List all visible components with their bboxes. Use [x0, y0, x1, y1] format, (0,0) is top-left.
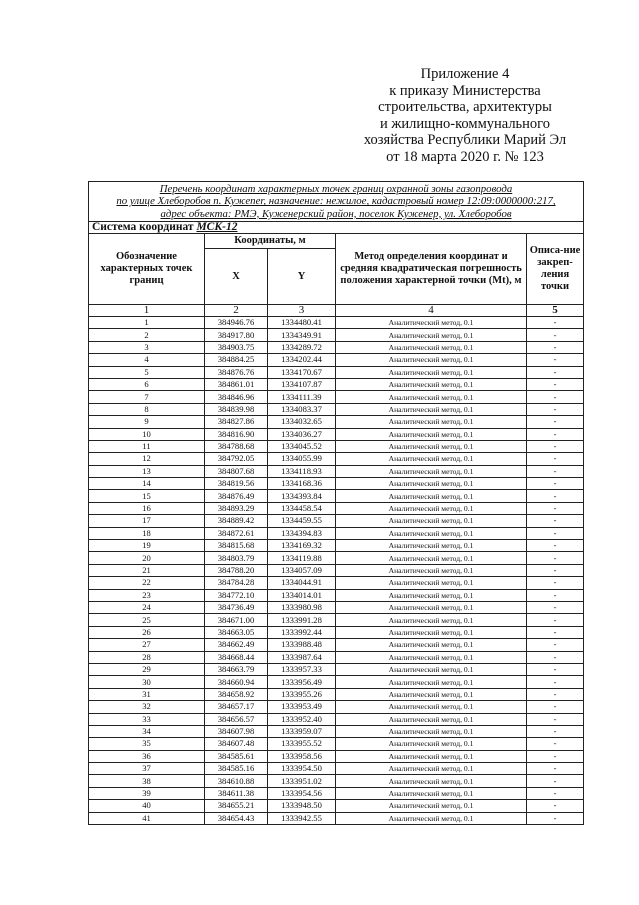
- table-row: [89, 341, 584, 353]
- point-id-cell: 13: [89, 465, 205, 477]
- y-cell: 1333988.48: [268, 639, 336, 651]
- x-cell: 384663.05: [205, 626, 268, 638]
- method-cell: Аналитический метод, 0.1: [336, 416, 527, 428]
- point-id-cell: 22: [89, 577, 205, 589]
- description-cell: -: [527, 626, 584, 638]
- table-row: [89, 812, 584, 824]
- point-id-cell: 17: [89, 515, 205, 527]
- y-cell: 1333955.26: [268, 688, 336, 700]
- coordinates-table: [88, 181, 584, 825]
- x-cell: 384788.68: [205, 440, 268, 452]
- method-cell: Аналитический метод, 0.1: [336, 329, 527, 341]
- column-number: 2: [205, 305, 268, 317]
- y-cell: 1334458.54: [268, 502, 336, 514]
- table-row: [89, 329, 584, 341]
- table-row: [89, 626, 584, 638]
- header-description: Описа-ние закреп-ления точки: [527, 234, 584, 305]
- x-cell: 384611.38: [205, 787, 268, 799]
- description-cell: -: [527, 416, 584, 428]
- point-id-cell: 34: [89, 725, 205, 737]
- point-id-cell: 9: [89, 416, 205, 428]
- y-cell: 1333958.56: [268, 750, 336, 762]
- method-cell: Аналитический метод, 0.1: [336, 639, 527, 651]
- point-id-cell: 8: [89, 403, 205, 415]
- x-cell: 384893.29: [205, 502, 268, 514]
- point-id-cell: 27: [89, 639, 205, 651]
- method-cell: Аналитический метод, 0.1: [336, 787, 527, 799]
- point-id-cell: 24: [89, 601, 205, 613]
- description-cell: -: [527, 465, 584, 477]
- y-cell: 1333951.02: [268, 775, 336, 787]
- y-cell: 1333952.40: [268, 713, 336, 725]
- description-cell: -: [527, 552, 584, 564]
- x-cell: 384658.92: [205, 688, 268, 700]
- point-id-cell: 35: [89, 738, 205, 750]
- x-cell: 384815.68: [205, 540, 268, 552]
- point-id-cell: 40: [89, 800, 205, 812]
- x-cell: 384662.49: [205, 639, 268, 651]
- y-cell: 1333957.33: [268, 663, 336, 675]
- x-cell: 384819.56: [205, 478, 268, 490]
- table-row: [89, 701, 584, 713]
- y-cell: 1334118.93: [268, 465, 336, 477]
- point-id-cell: 31: [89, 688, 205, 700]
- method-cell: Аналитический метод, 0.1: [336, 589, 527, 601]
- y-cell: 1334393.84: [268, 490, 336, 502]
- y-cell: 1333992.44: [268, 626, 336, 638]
- table-row: [89, 354, 584, 366]
- y-cell: 1333954.56: [268, 787, 336, 799]
- description-cell: -: [527, 440, 584, 452]
- y-cell: 1334044.91: [268, 577, 336, 589]
- description-cell: -: [527, 651, 584, 663]
- method-cell: Аналитический метод, 0.1: [336, 626, 527, 638]
- description-cell: -: [527, 515, 584, 527]
- y-cell: 1334169.32: [268, 540, 336, 552]
- table-row: [89, 800, 584, 812]
- x-cell: 384816.90: [205, 428, 268, 440]
- method-cell: Аналитический метод, 0.1: [336, 725, 527, 737]
- table-row: [89, 527, 584, 539]
- method-cell: Аналитический метод, 0.1: [336, 490, 527, 502]
- point-id-cell: 10: [89, 428, 205, 440]
- x-cell: 384946.76: [205, 317, 268, 329]
- x-cell: 384872.61: [205, 527, 268, 539]
- method-cell: Аналитический метод, 0.1: [336, 453, 527, 465]
- point-id-cell: 18: [89, 527, 205, 539]
- table-row: [89, 478, 584, 490]
- point-id-cell: 15: [89, 490, 205, 502]
- x-cell: 384903.75: [205, 341, 268, 353]
- point-id-cell: 5: [89, 366, 205, 378]
- method-cell: Аналитический метод, 0.1: [336, 750, 527, 762]
- table-row: [89, 440, 584, 452]
- x-cell: 384736.49: [205, 601, 268, 613]
- method-cell: Аналитический метод, 0.1: [336, 366, 527, 378]
- appendix-line: строительства, архитектуры: [378, 99, 552, 115]
- description-cell: -: [527, 391, 584, 403]
- description-cell: -: [527, 713, 584, 725]
- description-cell: -: [527, 564, 584, 576]
- x-cell: 384792.05: [205, 453, 268, 465]
- table-row: [89, 403, 584, 415]
- x-cell: 384607.98: [205, 725, 268, 737]
- point-id-cell: 6: [89, 378, 205, 390]
- table-row: [89, 564, 584, 576]
- x-cell: 384807.68: [205, 465, 268, 477]
- table-row: [89, 502, 584, 514]
- description-cell: -: [527, 763, 584, 775]
- description-cell: -: [527, 688, 584, 700]
- y-cell: 1334111.39: [268, 391, 336, 403]
- x-cell: 384803.79: [205, 552, 268, 564]
- method-cell: Аналитический метод, 0.1: [336, 763, 527, 775]
- x-cell: 384585.61: [205, 750, 268, 762]
- column-number: 1: [89, 305, 205, 317]
- point-id-cell: 3: [89, 341, 205, 353]
- method-cell: Аналитический метод, 0.1: [336, 800, 527, 812]
- coordinate-system: [89, 222, 584, 234]
- method-cell: Аналитический метод, 0.1: [336, 428, 527, 440]
- y-cell: 1333955.52: [268, 738, 336, 750]
- description-cell: -: [527, 490, 584, 502]
- description-cell: -: [527, 639, 584, 651]
- method-cell: Аналитический метод, 0.1: [336, 354, 527, 366]
- point-id-cell: 20: [89, 552, 205, 564]
- method-cell: Аналитический метод, 0.1: [336, 775, 527, 787]
- point-id-cell: 16: [89, 502, 205, 514]
- y-cell: 1334057.09: [268, 564, 336, 576]
- table-row: [89, 639, 584, 651]
- y-cell: 1333987.64: [268, 651, 336, 663]
- point-id-cell: 14: [89, 478, 205, 490]
- header-y: Y: [268, 249, 336, 305]
- description-cell: -: [527, 478, 584, 490]
- y-cell: 1334289.72: [268, 341, 336, 353]
- method-cell: Аналитический метод, 0.1: [336, 614, 527, 626]
- description-cell: -: [527, 329, 584, 341]
- x-cell: 384610.88: [205, 775, 268, 787]
- y-cell: 1334032.65: [268, 416, 336, 428]
- appendix-line: и жилищно-коммунального: [379, 115, 551, 132]
- point-id-cell: 29: [89, 663, 205, 675]
- x-cell: 384668.44: [205, 651, 268, 663]
- point-id-cell: 38: [89, 775, 205, 787]
- y-cell: 1333942.55: [268, 812, 336, 824]
- description-cell: -: [527, 725, 584, 737]
- method-cell: Аналитический метод, 0.1: [336, 317, 527, 329]
- y-cell: 1334045.52: [268, 440, 336, 452]
- x-cell: 384655.21: [205, 800, 268, 812]
- table-row: [89, 663, 584, 675]
- method-cell: Аналитический метод, 0.1: [336, 378, 527, 390]
- description-cell: -: [527, 787, 584, 799]
- appendix-line: хозяйства Республики Марий Эл: [363, 132, 567, 148]
- table-row: [89, 416, 584, 428]
- description-cell: -: [527, 527, 584, 539]
- point-id-cell: 11: [89, 440, 205, 452]
- table-row: [89, 725, 584, 737]
- x-cell: 384772.10: [205, 589, 268, 601]
- column-number: 5: [527, 305, 584, 317]
- description-cell: -: [527, 614, 584, 626]
- method-cell: Аналитический метод, 0.1: [336, 502, 527, 514]
- table-row: [89, 317, 584, 329]
- description-cell: -: [527, 589, 584, 601]
- point-id-cell: 37: [89, 763, 205, 775]
- y-cell: 1334168.36: [268, 478, 336, 490]
- method-cell: Аналитический метод, 0.1: [336, 391, 527, 403]
- point-id-cell: 4: [89, 354, 205, 366]
- description-cell: -: [527, 800, 584, 812]
- description-cell: -: [527, 354, 584, 366]
- method-cell: Аналитический метод, 0.1: [336, 651, 527, 663]
- description-cell: -: [527, 378, 584, 390]
- point-id-cell: 36: [89, 750, 205, 762]
- point-id-cell: 26: [89, 626, 205, 638]
- x-cell: 384788.20: [205, 564, 268, 576]
- point-id-cell: 23: [89, 589, 205, 601]
- point-id-cell: 1: [89, 317, 205, 329]
- x-cell: 384889.42: [205, 515, 268, 527]
- description-cell: -: [527, 366, 584, 378]
- y-cell: 1334055.99: [268, 453, 336, 465]
- x-cell: 384671.00: [205, 614, 268, 626]
- description-cell: -: [527, 317, 584, 329]
- method-cell: Аналитический метод, 0.1: [336, 552, 527, 564]
- table-row: [89, 540, 584, 552]
- table-row: [89, 428, 584, 440]
- table-row: [89, 453, 584, 465]
- description-cell: -: [527, 502, 584, 514]
- description-cell: -: [527, 577, 584, 589]
- description-cell: -: [527, 738, 584, 750]
- point-id-cell: 39: [89, 787, 205, 799]
- method-cell: Аналитический метод, 0.1: [336, 738, 527, 750]
- x-cell: 384876.49: [205, 490, 268, 502]
- header-method: Метод определения координат и средняя квадратическая погрешность положения характерной точки (Mt), м: [336, 234, 527, 305]
- method-cell: Аналитический метод, 0.1: [336, 701, 527, 713]
- point-id-cell: 12: [89, 453, 205, 465]
- point-id-cell: 7: [89, 391, 205, 403]
- method-cell: Аналитический метод, 0.1: [336, 515, 527, 527]
- y-cell: 1334349.91: [268, 329, 336, 341]
- y-cell: 1333954.50: [268, 763, 336, 775]
- table-row: [89, 378, 584, 390]
- point-id-cell: 33: [89, 713, 205, 725]
- x-cell: 384660.94: [205, 676, 268, 688]
- method-cell: Аналитический метод, 0.1: [336, 478, 527, 490]
- appendix-header: [330, 66, 600, 165]
- y-cell: 1334107.87: [268, 378, 336, 390]
- x-cell: 384585.16: [205, 763, 268, 775]
- table-row: [89, 787, 584, 799]
- table-row: [89, 738, 584, 750]
- column-number: 3: [268, 305, 336, 317]
- method-cell: Аналитический метод, 0.1: [336, 465, 527, 477]
- table-row: [89, 775, 584, 787]
- method-cell: Аналитический метод, 0.1: [336, 577, 527, 589]
- x-cell: 384784.28: [205, 577, 268, 589]
- description-cell: -: [527, 428, 584, 440]
- table-row: [89, 763, 584, 775]
- method-cell: Аналитический метод, 0.1: [336, 676, 527, 688]
- y-cell: 1334014.01: [268, 589, 336, 601]
- table-row: [89, 391, 584, 403]
- y-cell: 1334480.41: [268, 317, 336, 329]
- method-cell: Аналитический метод, 0.1: [336, 688, 527, 700]
- y-cell: 1333956.49: [268, 676, 336, 688]
- y-cell: 1334119.88: [268, 552, 336, 564]
- table-row: [89, 552, 584, 564]
- y-cell: 1333991.28: [268, 614, 336, 626]
- x-cell: 384607.48: [205, 738, 268, 750]
- description-cell: -: [527, 676, 584, 688]
- x-cell: 384861.01: [205, 378, 268, 390]
- header-point: Обозначение характерных точек границ: [89, 234, 205, 305]
- method-cell: Аналитический метод, 0.1: [336, 663, 527, 675]
- y-cell: 1334394.83: [268, 527, 336, 539]
- header-coords: Координаты, м: [205, 234, 336, 249]
- table-row: [89, 713, 584, 725]
- point-id-cell: 21: [89, 564, 205, 576]
- method-cell: Аналитический метод, 0.1: [336, 403, 527, 415]
- coordinate-system-label: Система координат: [92, 221, 194, 233]
- table-row: [89, 589, 584, 601]
- y-cell: 1334083.37: [268, 403, 336, 415]
- y-cell: 1333959.07: [268, 725, 336, 737]
- point-id-cell: 41: [89, 812, 205, 824]
- table-row: [89, 465, 584, 477]
- header-x: X: [205, 249, 268, 305]
- column-number-row: [89, 305, 584, 317]
- point-id-cell: 28: [89, 651, 205, 663]
- table-row: [89, 614, 584, 626]
- description-cell: -: [527, 750, 584, 762]
- column-number: 4: [336, 305, 527, 317]
- y-cell: 1334170.67: [268, 366, 336, 378]
- y-cell: 1333948.50: [268, 800, 336, 812]
- method-cell: Аналитический метод, 0.1: [336, 341, 527, 353]
- y-cell: 1334202.44: [268, 354, 336, 366]
- x-cell: 384656.57: [205, 713, 268, 725]
- table-row: [89, 366, 584, 378]
- table-row: [89, 750, 584, 762]
- method-cell: Аналитический метод, 0.1: [336, 601, 527, 613]
- description-cell: -: [527, 775, 584, 787]
- point-id-cell: 2: [89, 329, 205, 341]
- description-cell: -: [527, 453, 584, 465]
- method-cell: Аналитический метод, 0.1: [336, 713, 527, 725]
- description-cell: -: [527, 663, 584, 675]
- description-cell: -: [527, 701, 584, 713]
- point-id-cell: 25: [89, 614, 205, 626]
- x-cell: 384846.96: [205, 391, 268, 403]
- appendix-line: к приказу Министерства: [389, 82, 541, 99]
- x-cell: 384839.98: [205, 403, 268, 415]
- table-row: [89, 688, 584, 700]
- method-cell: Аналитический метод, 0.1: [336, 527, 527, 539]
- method-cell: Аналитический метод, 0.1: [336, 440, 527, 452]
- table-title-line: Перечень координат характерных точек границ охранной зоны газопровода: [159, 182, 513, 195]
- description-cell: -: [527, 812, 584, 824]
- x-cell: 384657.17: [205, 701, 268, 713]
- table-title-line: по улице Хлеборобов п. Кужener, назначение: нежилое, кадастровый номер 12:09:0000000:217,: [116, 195, 556, 208]
- description-cell: -: [527, 341, 584, 353]
- appendix-line: Приложение 4: [420, 66, 510, 82]
- description-cell: -: [527, 601, 584, 613]
- y-cell: 1333980.98: [268, 601, 336, 613]
- table-row: [89, 676, 584, 688]
- y-cell: 1333953.49: [268, 701, 336, 713]
- table-row: [89, 515, 584, 527]
- appendix-line: от 18 марта 2020 г. № 123: [386, 148, 544, 165]
- table-title: [89, 182, 584, 222]
- description-cell: -: [527, 403, 584, 415]
- x-cell: 384663.79: [205, 663, 268, 675]
- description-cell: -: [527, 540, 584, 552]
- method-cell: Аналитический метод, 0.1: [336, 812, 527, 824]
- point-id-cell: 30: [89, 676, 205, 688]
- y-cell: 1334036.27: [268, 428, 336, 440]
- method-cell: Аналитический метод, 0.1: [336, 540, 527, 552]
- coordinate-system-value: МСК-12: [196, 221, 238, 233]
- x-cell: 384917.80: [205, 329, 268, 341]
- point-id-cell: 19: [89, 540, 205, 552]
- table-row: [89, 577, 584, 589]
- x-cell: 384827.86: [205, 416, 268, 428]
- point-id-cell: 32: [89, 701, 205, 713]
- method-cell: Аналитический метод, 0.1: [336, 564, 527, 576]
- table-row: [89, 490, 584, 502]
- table-row: [89, 601, 584, 613]
- table-title-line: адрес объекта: РМЭ, Куженерский район, поселок Куженер, ул. Хлеборобов: [160, 207, 512, 220]
- table-row: [89, 651, 584, 663]
- x-cell: 384876.76: [205, 366, 268, 378]
- x-cell: 384654.43: [205, 812, 268, 824]
- x-cell: 384884.25: [205, 354, 268, 366]
- y-cell: 1334459.55: [268, 515, 336, 527]
